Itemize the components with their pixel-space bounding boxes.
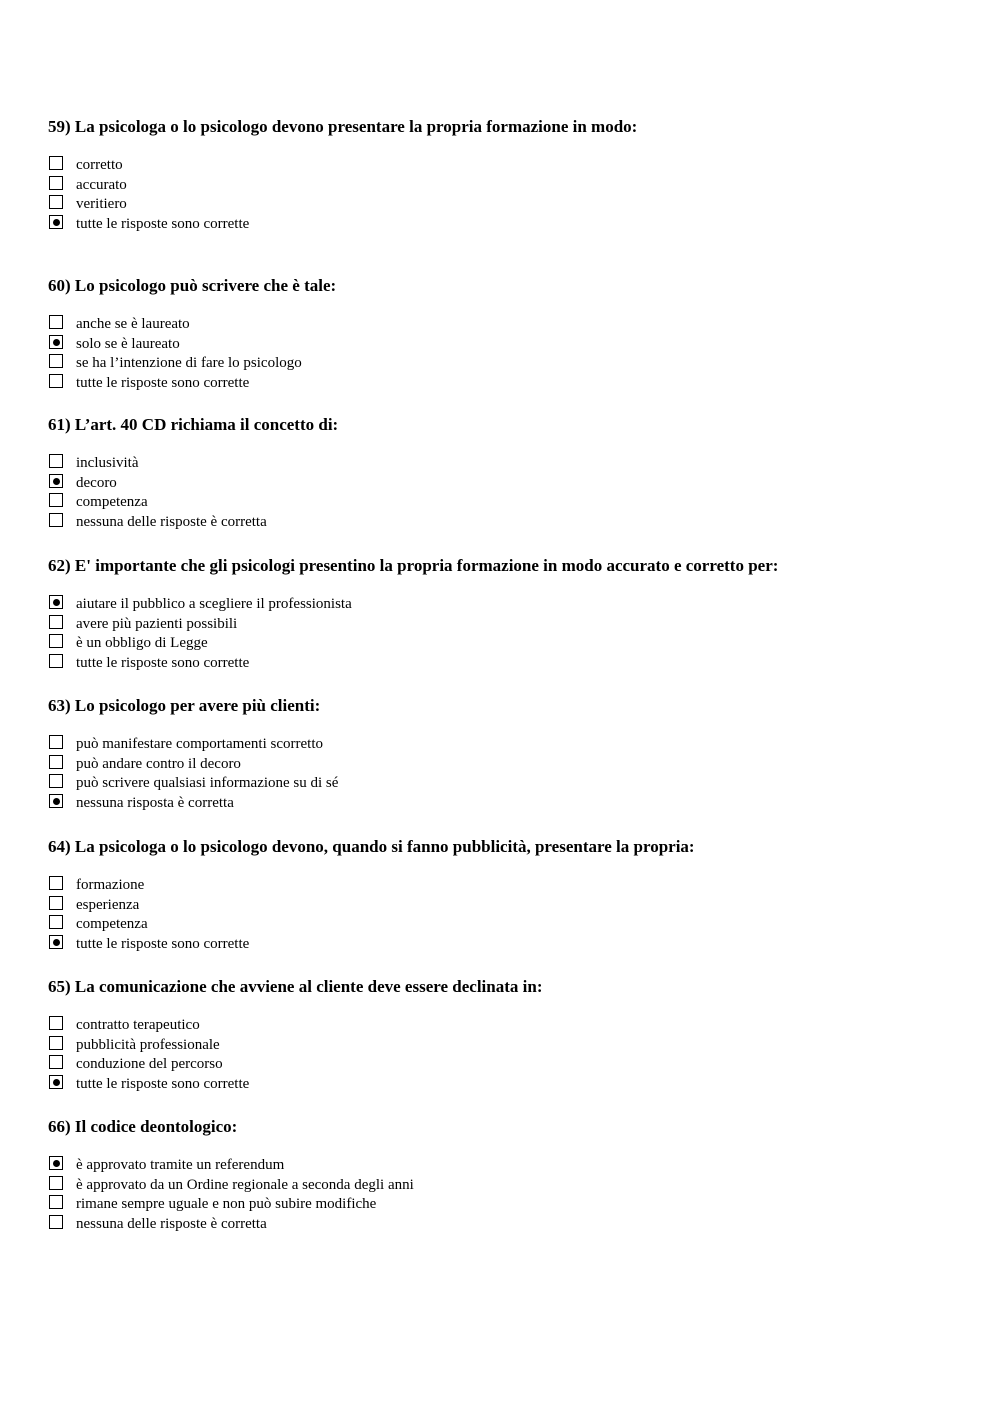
checkbox[interactable]	[49, 896, 63, 910]
question-title: 59) La psicologa o lo psicologo devono presentare la propria formazione in modo:	[48, 117, 638, 136]
checkbox[interactable]	[49, 1195, 63, 1209]
answer-label: esperienza	[76, 896, 140, 913]
checked-checkbox[interactable]	[49, 335, 63, 349]
checkbox[interactable]	[49, 513, 63, 527]
question-block	[48, 276, 968, 391]
answer-label: decoro	[76, 474, 117, 491]
checkbox[interactable]	[49, 195, 63, 209]
checked-checkbox[interactable]	[49, 474, 63, 488]
checkbox[interactable]	[49, 315, 63, 329]
question-title: 61) L’art. 40 CD richiama il concetto di:	[48, 415, 339, 434]
answer-label: accurato	[76, 176, 127, 193]
checkbox[interactable]	[49, 374, 63, 388]
answer-label: tutte le risposte sono corrette	[76, 654, 250, 671]
question-title: 66) Il codice deontologico:	[48, 1117, 238, 1136]
checkbox[interactable]	[49, 755, 63, 769]
answer-label: tutte le risposte sono corrette	[76, 935, 250, 952]
answer-label: è un obbligo di Legge	[76, 635, 208, 651]
checkbox[interactable]	[49, 615, 63, 629]
checked-checkbox[interactable]	[49, 1075, 63, 1089]
checked-checkbox[interactable]	[49, 595, 63, 609]
checkbox[interactable]	[49, 876, 63, 890]
checked-checkbox[interactable]	[49, 935, 63, 949]
checkbox[interactable]	[49, 1036, 63, 1050]
answer-label: nessuna delle risposte è corretta	[76, 1215, 267, 1232]
checkbox[interactable]	[49, 454, 63, 468]
answer-label: può andare contro il decoro	[76, 755, 241, 772]
question-title: 64) La psicologa o lo psicologo devono, quando si fanno pubblicità, presentare la propria:	[48, 837, 695, 856]
answer-label: nessuna delle risposte è corretta	[76, 513, 267, 530]
question-title: 63) Lo psicologo per avere più clienti:	[48, 696, 321, 715]
checkbox[interactable]	[49, 493, 63, 507]
question-block	[48, 556, 968, 671]
answer-label: se ha l’intenzione di fare lo psicologo	[76, 355, 302, 371]
answer-label: avere più pazienti possibili	[76, 615, 238, 632]
checkbox[interactable]	[49, 654, 63, 668]
checkbox[interactable]	[49, 1176, 63, 1190]
checkbox[interactable]	[49, 1016, 63, 1030]
checked-checkbox[interactable]	[49, 1156, 63, 1170]
checkbox[interactable]	[49, 1215, 63, 1229]
answer-label: può scrivere qualsiasi informazione su di sé	[76, 775, 339, 791]
answer-label: pubblicità professionale	[76, 1036, 220, 1053]
checkbox[interactable]	[49, 1055, 63, 1069]
checkbox[interactable]	[49, 176, 63, 190]
answer-label: competenza	[76, 916, 148, 932]
checked-checkbox[interactable]	[49, 794, 63, 808]
checkbox[interactable]	[49, 774, 63, 788]
question-block	[48, 977, 968, 1092]
answer-label: anche se è laureato	[76, 316, 190, 332]
answer-label: può manifestare comportamenti scorretto	[76, 736, 323, 752]
answer-label: contratto terapeutico	[76, 1017, 200, 1033]
answer-label: inclusività	[76, 455, 139, 471]
answer-label: rimane sempre uguale e non può subire modifiche	[76, 1196, 377, 1212]
question-block	[48, 1117, 968, 1232]
question-title: 60) Lo psicologo può scrivere che è tale:	[48, 276, 337, 295]
answer-label: formazione	[76, 877, 145, 893]
answer-label: conduzione del percorso	[76, 1056, 223, 1072]
checked-checkbox[interactable]	[49, 215, 63, 229]
answer-label: nessuna risposta è corretta	[76, 794, 234, 811]
question-block	[48, 696, 968, 811]
checkbox[interactable]	[49, 354, 63, 368]
question-block	[48, 415, 968, 530]
answer-label: tutte le risposte sono corrette	[76, 1075, 250, 1092]
answer-label: è approvato tramite un referendum	[76, 1157, 285, 1173]
answer-label: tutte le risposte sono corrette	[76, 374, 250, 391]
answer-label: veritiero	[76, 196, 127, 212]
checkbox[interactable]	[49, 156, 63, 170]
question-title: 65) La comunicazione che avviene al cliente deve essere declinata in:	[48, 977, 543, 996]
question-block	[48, 837, 968, 952]
question-title: 62) E' importante che gli psicologi presentino la propria formazione in modo accurato e corretto per:	[48, 556, 779, 575]
answer-label: corretto	[76, 157, 123, 173]
answer-label: tutte le risposte sono corrette	[76, 215, 250, 232]
answer-label: è approvato da un Ordine regionale a seconda degli anni	[76, 1176, 414, 1193]
answer-label: solo se è laureato	[76, 335, 180, 352]
checkbox[interactable]	[49, 634, 63, 648]
answer-label: aiutare il pubblico a scegliere il professionista	[76, 596, 352, 612]
checkbox[interactable]	[49, 915, 63, 929]
checkbox[interactable]	[49, 735, 63, 749]
answer-label: competenza	[76, 494, 148, 510]
question-block	[48, 117, 968, 232]
